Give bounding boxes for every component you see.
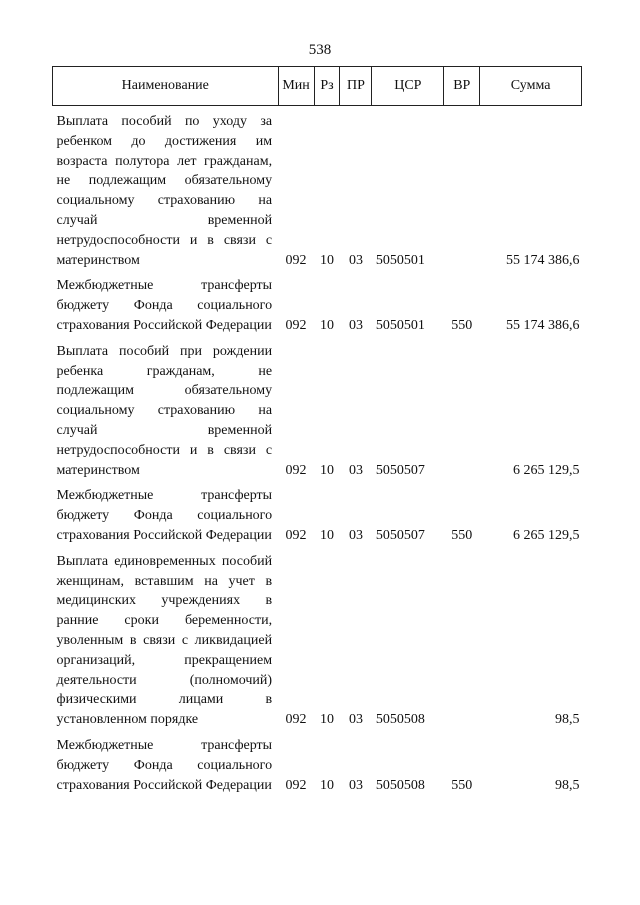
row-sum: 6 265 129,5 <box>513 527 580 543</box>
row-name: Межбюджетные трансферты бюджету Фонда социального страхования Российской Федерации <box>56 278 273 333</box>
row-name: Выплата единовременных пособий женщинам, вставшим на учет в медицинских учреждениях в ранние сроки беременности, уволенным в связи с ликвидацией организаций, прекращением деятельности (полномочий) физическими лицами в установленном порядке <box>56 553 273 728</box>
row-vr: 550 <box>451 317 473 333</box>
row-sum: 55 174 386,6 <box>506 317 580 333</box>
row-vr <box>444 336 480 481</box>
header-vr: ВР <box>444 67 480 106</box>
row-name: Межбюджетные трансферты бюджету Фонда социального страхования Российской Федерации <box>56 737 273 793</box>
header-rz: Рз <box>314 67 340 106</box>
row-csr: 5050507 <box>375 527 425 543</box>
row-min: 092 <box>285 712 307 728</box>
row-pr: 03 <box>348 317 363 333</box>
row-pr: 03 <box>348 712 363 728</box>
row-vr: 550 <box>451 777 473 793</box>
table-row <box>53 730 582 795</box>
header-min: Мин <box>278 67 314 106</box>
row-pr: 03 <box>348 462 363 478</box>
row-pr: 03 <box>348 777 363 793</box>
row-name: Выплата пособий при рождении ребенка гражданам, не подлежащим обязательному социальному страхованию на случай временной нетрудоспособности и в связи с материнством <box>56 343 273 478</box>
row-sum: 6 265 129,5 <box>513 462 580 478</box>
table-row <box>53 336 582 481</box>
row-sum: 98,5 <box>555 712 580 728</box>
row-sum: 98,5 <box>555 777 580 793</box>
row-rz: 10 <box>320 712 334 728</box>
row-sum: 55 174 386,6 <box>506 252 580 268</box>
row-min: 092 <box>285 252 307 268</box>
table-row <box>53 480 582 545</box>
table-row <box>53 546 582 730</box>
page-number: 538 <box>308 42 332 58</box>
row-rz: 10 <box>320 462 334 478</box>
table-row <box>53 106 582 271</box>
row-name: Выплата пособий по уходу за ребенком до достижения им возраста полутора лет гражданам, не подлежащим обязательному социальному страхованию на случай временной нетрудоспособности и в связи с материнством <box>56 114 273 268</box>
row-pr: 03 <box>348 527 363 543</box>
row-vr <box>444 106 480 271</box>
header-name: Наименование <box>53 67 279 106</box>
table-header <box>53 67 582 106</box>
header-csr: ЦСР <box>372 67 444 106</box>
header-sum: Сумма <box>480 67 582 106</box>
row-rz: 10 <box>320 527 334 543</box>
budget-table <box>52 66 582 795</box>
row-rz: 10 <box>320 252 334 268</box>
table-row <box>53 270 582 335</box>
row-min: 092 <box>285 777 307 793</box>
row-csr: 5050501 <box>375 252 425 268</box>
row-vr <box>444 546 480 730</box>
row-csr: 5050507 <box>375 462 425 478</box>
row-min: 092 <box>285 527 307 543</box>
row-csr: 5050501 <box>375 317 425 333</box>
row-csr: 5050508 <box>375 712 425 728</box>
row-csr: 5050508 <box>375 777 425 793</box>
table-body <box>53 106 582 796</box>
row-rz: 10 <box>320 317 334 333</box>
header-pr: ПР <box>340 67 372 106</box>
row-min: 092 <box>285 317 307 333</box>
row-name: Межбюджетные трансферты бюджету Фонда социального страхования Российской Федерации <box>56 488 273 543</box>
row-vr: 550 <box>451 527 473 543</box>
row-rz: 10 <box>320 777 334 793</box>
row-pr: 03 <box>348 252 363 268</box>
row-min: 092 <box>285 462 307 478</box>
